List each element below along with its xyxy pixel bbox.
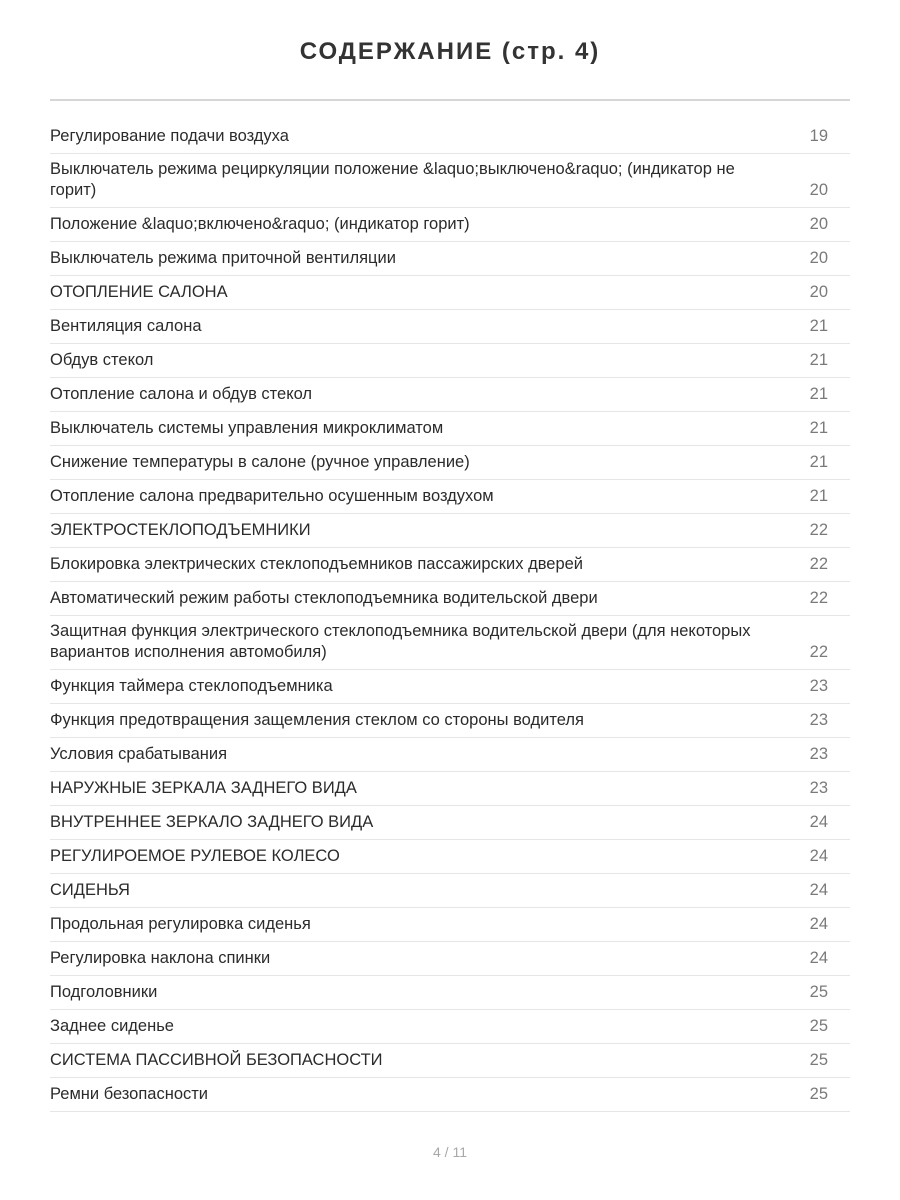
toc-entry[interactable]: [50, 874, 850, 908]
toc-entry[interactable]: [50, 514, 850, 548]
toc-entry-page: 25: [809, 1017, 828, 1035]
toc-entry-page: 21: [809, 487, 828, 505]
toc-entry-page: 23: [809, 779, 828, 797]
toc-entry-label: Условия срабатывания: [50, 745, 228, 763]
toc-entry[interactable]: [50, 208, 850, 242]
toc-entry[interactable]: [50, 120, 850, 154]
toc-entry-page: 21: [809, 453, 828, 471]
toc-entry[interactable]: [50, 446, 850, 480]
toc-entry-page: 21: [809, 385, 828, 403]
toc-entry-label: Функция предотвращения защемления стеклом со стороны водителя: [50, 711, 584, 729]
toc-entry[interactable]: [50, 942, 850, 976]
toc-entry[interactable]: [50, 976, 850, 1010]
toc-entry-page: 21: [809, 351, 828, 369]
toc-entry-label: ВНУТРЕННЕЕ ЗЕРКАЛО ЗАДНЕГО ВИДА: [50, 813, 374, 831]
toc-entry-page: 22: [809, 555, 828, 573]
toc-entry[interactable]: [50, 1010, 850, 1044]
toc-entry-label: Блокировка электрических стеклоподъемников пассажирских дверей: [50, 555, 584, 573]
toc-entry[interactable]: [50, 412, 850, 446]
toc-entry-label: Автоматический режим работы стеклоподъемника водительской двери: [50, 589, 598, 607]
toc-entry[interactable]: [50, 344, 850, 378]
toc-entry[interactable]: [50, 616, 850, 670]
toc-entry-page: 21: [809, 317, 828, 335]
toc-entry[interactable]: [50, 806, 850, 840]
toc-entry[interactable]: [50, 582, 850, 616]
toc-entry-label: Продольная регулировка сиденья: [50, 915, 311, 933]
toc-entry-page: 24: [809, 881, 828, 899]
toc-entry-label: Выключатель режима приточной вентиляции: [50, 249, 396, 267]
toc-entry-page: 22: [809, 521, 828, 539]
toc-entry-label: Подголовники: [50, 983, 158, 1001]
toc-entry[interactable]: [50, 1078, 850, 1112]
toc-entry-label: РЕГУЛИРОЕМОЕ РУЛЕВОЕ КОЛЕСО: [50, 847, 340, 865]
toc-entry-page: 20: [809, 215, 828, 233]
page-counter: 4 / 11: [433, 1144, 467, 1160]
toc-entry-label: Отопление салона и обдув стекол: [50, 385, 313, 403]
toc-entry-label: Регулировка наклона спинки: [50, 949, 271, 967]
toc-entry[interactable]: [50, 480, 850, 514]
toc-entry-label: Заднее сиденье: [50, 1017, 174, 1035]
toc-entry-page: 19: [809, 127, 828, 145]
toc-entry-page: 24: [809, 847, 828, 865]
toc-entry[interactable]: [50, 908, 850, 942]
toc-entry[interactable]: [50, 242, 850, 276]
toc-entry-page: 25: [809, 1051, 828, 1069]
toc-entry[interactable]: [50, 276, 850, 310]
toc-entry[interactable]: [50, 772, 850, 806]
toc-entry-page: 21: [809, 419, 828, 437]
toc-entry-page: 24: [809, 949, 828, 967]
toc-entry-label: СИДЕНЬЯ: [50, 881, 130, 899]
toc-entry-page: 20: [809, 249, 828, 267]
toc-entry-label: Защитная функция электрического стеклоподъемника водительской двери (для некоторых вариантов исполнения автомобиля): [50, 622, 751, 661]
toc-entry-label: ОТОПЛЕНИЕ САЛОНА: [50, 283, 228, 301]
toc-entry-page: 20: [809, 181, 828, 199]
title-divider: [50, 99, 850, 101]
toc-entry-label: Отопление салона предварительно осушенным воздухом: [50, 487, 494, 505]
toc-entry-page: 25: [809, 983, 828, 1001]
toc-entry-label: Снижение температуры в салоне (ручное управление): [50, 453, 470, 471]
toc-entry-label: Регулирование подачи воздуха: [50, 127, 289, 145]
toc-entry-page: 23: [809, 711, 828, 729]
toc-entry-label: СИСТЕМА ПАССИВНОЙ БЕЗОПАСНОСТИ: [50, 1051, 383, 1069]
toc-entry-label: Обдув стекол: [50, 351, 154, 369]
toc-entry-page: 20: [809, 283, 828, 301]
toc-entry[interactable]: [50, 154, 850, 208]
toc-entry-page: 23: [809, 745, 828, 763]
toc-entry[interactable]: [50, 738, 850, 772]
toc-entry-label: Вентиляция салона: [50, 317, 202, 335]
toc-entry-page: 25: [809, 1085, 828, 1103]
toc-entry[interactable]: [50, 378, 850, 412]
toc-entry-label: Ремни безопасности: [50, 1085, 209, 1103]
toc-entry[interactable]: [50, 704, 850, 738]
toc-entry[interactable]: [50, 548, 850, 582]
toc-entry-page: 24: [809, 813, 828, 831]
toc-entry-label: НАРУЖНЫЕ ЗЕРКАЛА ЗАДНЕГО ВИДА: [50, 779, 357, 797]
toc-entry-label: Выключатель системы управления микроклиматом: [50, 419, 444, 437]
toc-entry[interactable]: [50, 1044, 850, 1078]
toc-entry-page: 23: [809, 677, 828, 695]
toc-entry-page: 24: [809, 915, 828, 933]
table-of-contents: [50, 120, 850, 1112]
toc-entry-label: Функция таймера стеклоподъемника: [50, 677, 333, 695]
page-title: СОДЕРЖАНИЕ (стр. 4): [299, 38, 601, 65]
toc-entry[interactable]: [50, 670, 850, 704]
toc-entry-label: Положение &laquo;включено&raquo; (индикатор горит): [50, 215, 470, 233]
toc-entry-label: ЭЛЕКТРОСТЕКЛОПОДЪЕМНИКИ: [50, 521, 311, 539]
toc-entry[interactable]: [50, 310, 850, 344]
toc-entry-label: Выключатель режима рециркуляции положение &laquo;выключено&raquo; (индикатор не горит): [50, 160, 735, 199]
toc-entry[interactable]: [50, 840, 850, 874]
toc-entry-page: 22: [809, 589, 828, 607]
toc-entry-page: 22: [809, 643, 828, 661]
